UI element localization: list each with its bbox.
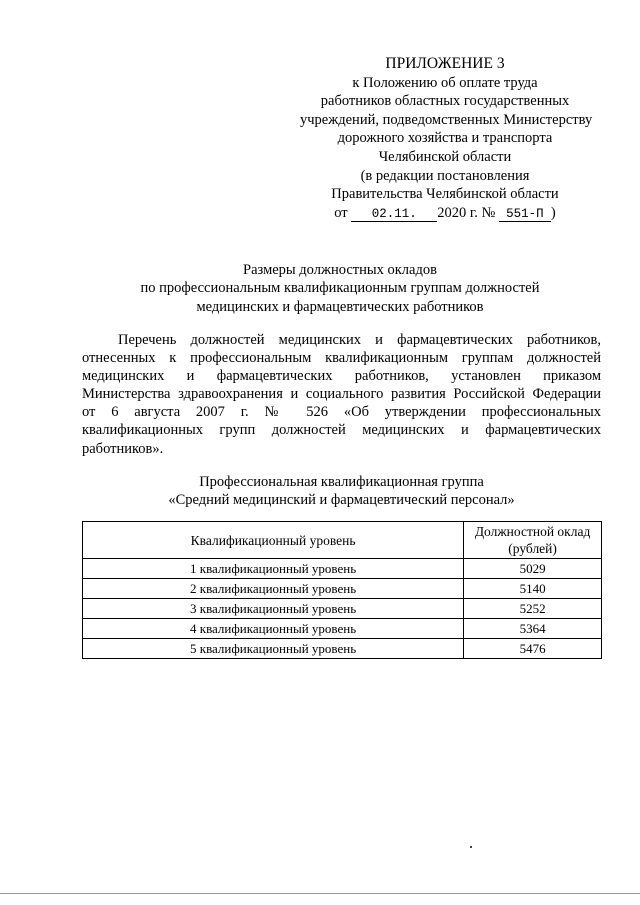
- appendix-line: учреждений, подведомственных Министерству: [300, 111, 593, 128]
- salary-cell: 5140: [464, 579, 602, 599]
- date-year: 2020 г. №: [437, 204, 496, 221]
- paragraph-line: отнесенных к профессиональным квалификационным группам должностей: [82, 350, 601, 367]
- paragraph-line: Перечень должностей медицинских и фармацевтических работников,: [118, 332, 601, 348]
- table-row: [83, 619, 602, 639]
- salary-cell: 5364: [464, 619, 602, 639]
- paragraph-line: Министерства здравоохранения и социального развития Российской Федерации: [82, 386, 601, 403]
- table-header-row: [83, 522, 602, 559]
- header-salary: [464, 522, 602, 559]
- salary-cell: 5476: [464, 639, 602, 659]
- resolution-date-line: [300, 204, 590, 223]
- paragraph-line: работников».: [82, 440, 164, 457]
- group-title-line: Профессиональная квалификационная группа: [199, 474, 484, 490]
- scan-speck: [470, 846, 472, 848]
- level-cell: 5 квалификационный уровень: [83, 639, 464, 659]
- appendix-title: ПРИЛОЖЕНИЕ 3: [385, 55, 505, 72]
- level-cell: 2 квалификационный уровень: [83, 579, 464, 599]
- header-level: Квалификационный уровень: [83, 522, 464, 559]
- paragraph-line: квалификационных групп должностей медицинских и фармацевтических: [82, 422, 601, 439]
- header-salary-line2: (рублей): [508, 541, 557, 556]
- level-cell: 1 квалификационный уровень: [83, 559, 464, 579]
- paragraph-line: медицинских и фармацевтических работников, установлен приказом: [82, 368, 601, 385]
- date-field: 02.11.: [351, 207, 437, 222]
- title-line: по профессиональным квалификационным группам должностей: [140, 280, 540, 297]
- number-field: 551-П: [499, 207, 551, 222]
- salary-table: [82, 521, 602, 659]
- salary-cell: 5252: [464, 599, 602, 619]
- table-row: [83, 639, 602, 659]
- title-line: Размеры должностных окладов: [243, 262, 437, 278]
- appendix-block: [300, 55, 593, 222]
- header-salary-line1: Должностной оклад: [474, 524, 591, 539]
- paragraph-line: от 6 августа 2007 г. № 526 «Об утверждении профессиональных: [82, 404, 601, 421]
- salary-cell: 5029: [464, 559, 602, 579]
- level-cell: 4 квалификационный уровень: [83, 619, 464, 639]
- document-title: [70, 261, 610, 316]
- appendix-line: к Положению об оплате труда: [352, 74, 538, 91]
- appendix-line: работников областных государственных: [320, 93, 570, 110]
- appendix-line: Правительства Челябинской области: [331, 186, 559, 203]
- table-row: [83, 579, 602, 599]
- page-bottom-edge: [0, 893, 640, 894]
- appendix-line: Челябинской области: [378, 148, 512, 165]
- body-paragraph: [82, 331, 601, 458]
- date-prefix: от: [334, 204, 348, 221]
- table-row: [83, 599, 602, 619]
- appendix-line: дорожного хозяйства и транспорта: [337, 130, 553, 147]
- table-row: [83, 559, 602, 579]
- closing-paren: ): [550, 204, 556, 221]
- title-line: медицинских и фармацевтических работников: [196, 298, 484, 315]
- level-cell: 3 квалификационный уровень: [83, 599, 464, 619]
- qualification-group-title: [82, 473, 601, 510]
- appendix-line: (в редакции постановления: [360, 167, 530, 184]
- group-title-line: «Средний медицинский и фармацевтический персонал»: [168, 492, 515, 509]
